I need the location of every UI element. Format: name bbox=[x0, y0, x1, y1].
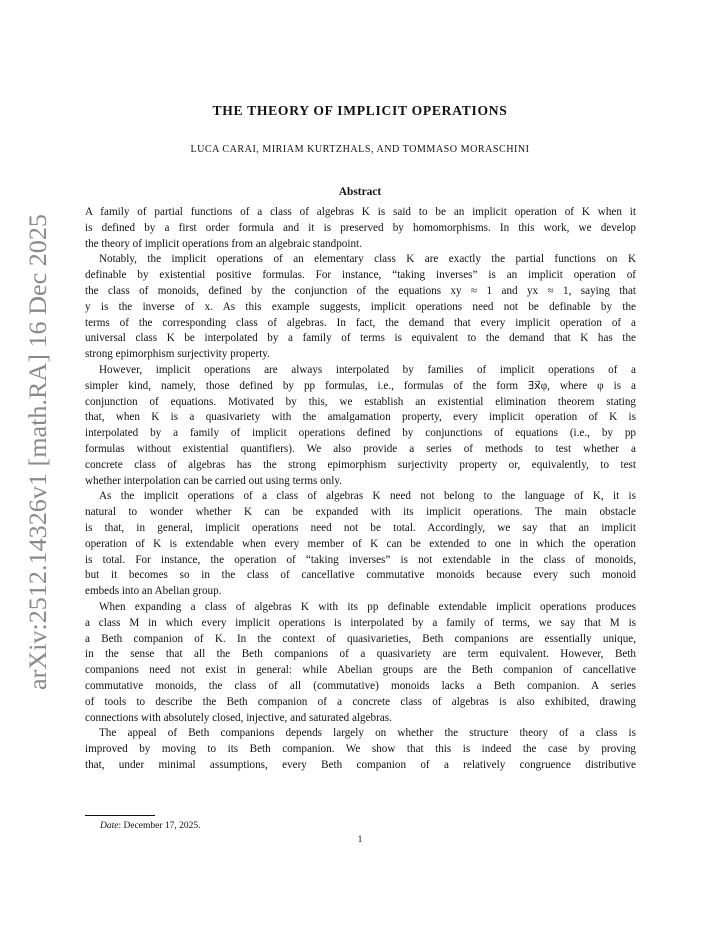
abstract-line: interpolated by a family of implicit operations defined by conjunctions of equations (i.e., by pp bbox=[85, 427, 636, 440]
abstract-line: but it becomes so in the class of cancellative commutative monoids because every such monoid bbox=[85, 569, 636, 582]
abstract-line: Notably, the implicit operations of an elementary class K are exactly the partial functions on K bbox=[99, 253, 636, 266]
abstract-line: a Beth companion of K. In the context of quasivarieties, Beth companions are essentially unique, bbox=[85, 632, 636, 645]
abstract-line: concrete class of algebras has the strong epimorphism surjectivity property or, equivalently, to test bbox=[85, 458, 636, 471]
page-number: 1 bbox=[357, 835, 363, 845]
arxiv-identifier-text: arXiv:2512.14326v1 [math.RA] 16 Dec 2025 bbox=[25, 234, 52, 690]
abstract-line: a class M in which every implicit operations is interpolated by a family of terms, we say that M is bbox=[85, 616, 636, 629]
abstract-line: the theory of implicit operations from an algebraic standpoint. bbox=[85, 237, 362, 250]
abstract-line: of tools to describe the Beth companion of a concrete class of algebras is also exhibited, drawing bbox=[85, 695, 636, 708]
abstract-line: the class of monoids, defined by the conjunction of the equations xy ≈ 1 and yx ≈ 1, saying that bbox=[85, 284, 636, 297]
abstract-line: commutative monoids, the class of all (commutative) monoids lacks a Beth companion. A series bbox=[85, 679, 636, 692]
abstract-line: y is the inverse of x. As this example suggests, implicit operations need not be definable by the bbox=[85, 300, 636, 313]
abstract-line: universal class K be interpolated by a family of terms is equivalent to the demand that K has the bbox=[85, 332, 636, 345]
paper-title: THE THEORY OF IMPLICIT OPERATIONS bbox=[212, 103, 508, 118]
abstract-heading: Abstract bbox=[338, 186, 382, 198]
abstract-line: improved by moving to its Beth companion. We show that this is indeed the case by proving bbox=[85, 743, 636, 756]
abstract-line: whether interpolation can be carried out using terms only. bbox=[85, 474, 342, 487]
abstract-line: strong epimorphism surjectivity property. bbox=[85, 348, 270, 361]
abstract-line: that, under minimal assumptions, every Beth companion of a relatively congruence distributive bbox=[85, 758, 636, 771]
paper-authors: LUCA CARAI, MIRIAM KURTZHALS, AND TOMMASO MORASCHINI bbox=[190, 144, 530, 155]
abstract-line: terms of the corresponding class of algebras. In fact, the demand that every implicit operation of a bbox=[85, 316, 636, 329]
abstract-line: When expanding a class of algebras K with its pp definable extendable implicit operations produces bbox=[99, 600, 636, 613]
abstract-line: definable by existential positive formulas. For instance, “taking inverses” is an implicit operation of bbox=[85, 269, 636, 282]
abstract-line: natural to wonder whether K can be expanded with its implicit operations. The main obstacle bbox=[85, 506, 636, 519]
abstract-line: formulas without existential quantifiers). We also provide a series of methods to test whether a bbox=[85, 442, 636, 455]
abstract-line: that, when K is a quasivariety with the amalgamation property, every implicit operation of K is bbox=[85, 411, 636, 424]
abstract-line: A family of partial functions of a class of algebras K is said to be an implicit operation of K when it bbox=[85, 206, 636, 218]
abstract-line: in the sense that all the Beth companions of a quasivariety are term equivalent. However, Beth bbox=[85, 648, 636, 661]
abstract-line: The appeal of Beth companions depends largely on whether the structure theory of a class is bbox=[99, 727, 636, 740]
abstract-line: is defined by a first order formula and it is preserved by homomorphisms. In this work, we develop bbox=[85, 221, 636, 234]
abstract-line: operation of K is extendable when every member of K can be extended to one in which the operation bbox=[85, 537, 636, 550]
abstract-line: simpler kind, namely, those defined by pp formulas, i.e., formulas of the form ∃x⃗φ, where φ is a bbox=[85, 379, 636, 392]
footnote-rule bbox=[85, 815, 155, 816]
abstract-line: is total. For instance, the operation of “taking inverses” is not extendable in the class of monoids, bbox=[85, 553, 636, 566]
footnote bbox=[100, 821, 201, 831]
footnote-label: Date bbox=[100, 821, 119, 831]
abstract-line: is that, in general, implicit operations need not be total. Accordingly, we say that an implicit bbox=[85, 521, 636, 534]
arxiv-identifier bbox=[6, 210, 60, 690]
abstract-line: connections with absolutely closed, injective, and saturated algebras. bbox=[85, 711, 392, 724]
abstract-line: conjunction of equations. Motivated by this, we establish an existential elimination theorem stating bbox=[85, 395, 636, 408]
abstract-line: However, implicit operations are always interpolated by families of implicit operations of a bbox=[99, 363, 636, 376]
abstract-line: companions need not exist in general: while Abelian groups are the Beth companion of cancellative bbox=[85, 664, 636, 677]
abstract-line: As the implicit operations of a class of algebras K need not belong to the language of K, it is bbox=[99, 490, 636, 503]
abstract-body bbox=[85, 205, 636, 774]
abstract-line: embeds into an Abelian group. bbox=[85, 585, 222, 598]
footnote-text: : December 17, 2025. bbox=[118, 821, 201, 831]
